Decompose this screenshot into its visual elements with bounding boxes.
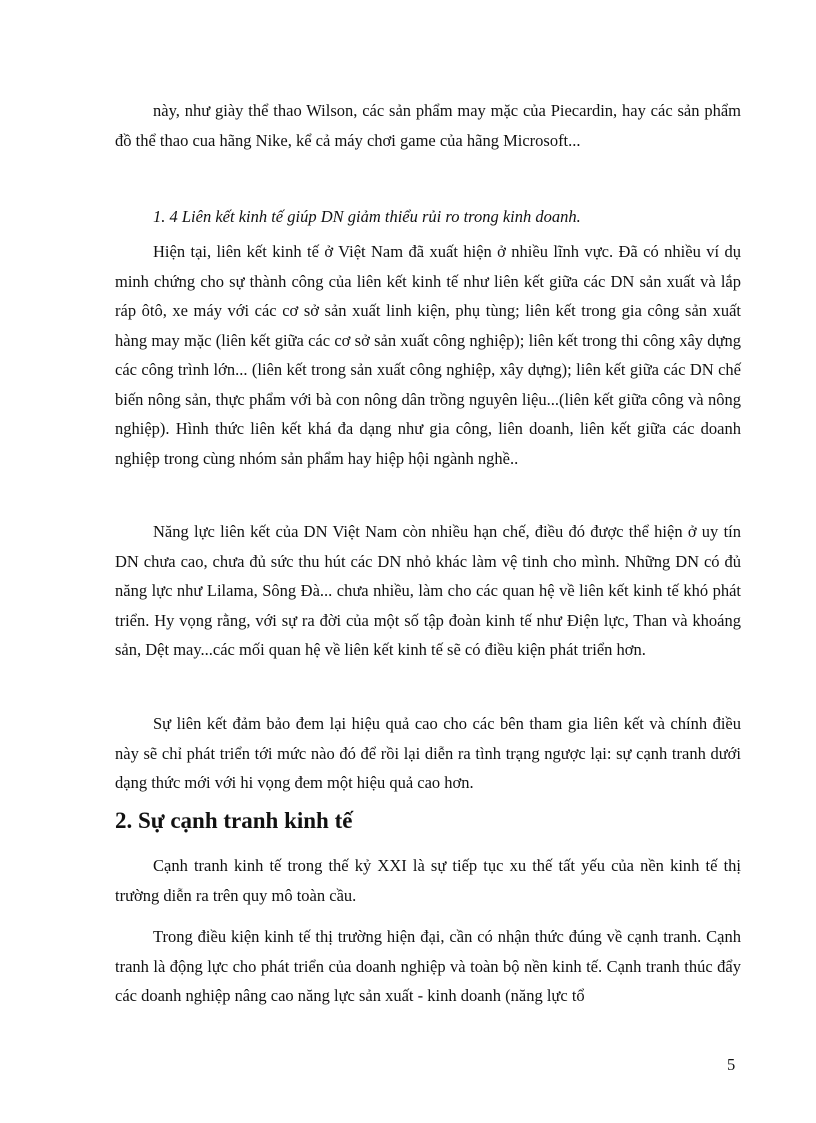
- section-subheading: 1. 4 Liên kết kinh tế giúp DN giảm thiểu rủi ro trong kinh doanh.: [153, 207, 581, 226]
- paragraph-6: Trong điều kiện kinh tế thị trường hiện đại, cần có nhận thức đúng về cạnh tranh. Cạnh tranh là động lực cho phát triển của doanh nghiệp và toàn bộ nền kinh tế. Cạnh tranh thúc đẩy các doanh nghiệp nâng cao năng lực sản xuất - kinh doanh (năng lực tổ: [115, 927, 741, 1005]
- paragraph-block-3: [115, 517, 741, 665]
- paragraph-block-5: [115, 851, 741, 910]
- paragraph-3: Năng lực liên kết của DN Việt Nam còn nhiều hạn chế, điều đó được thể hiện ở uy tín DN chưa cao, chưa đủ sức thu hút các DN nhỏ khác làm vệ tinh cho mình. Những DN có đủ năng lực như Lilama, Sông Đà... chưa nhiều, làm cho các quan hệ về liên kết kinh tế khó phát triển. Hy vọng rằng, với sự ra đời của một số tập đoàn kinh tế như Điện lực, Than và khoáng sản, Dệt may...các mối quan hệ về liên kết kinh tế sẽ có điều kiện phát triển hơn.: [115, 522, 741, 659]
- paragraph-block-4: [115, 709, 741, 798]
- paragraph-block-2: [115, 237, 741, 473]
- paragraph-5: Cạnh tranh kinh tế trong thế kỷ XXI là sự tiếp tục xu thế tất yếu của nền kinh tế thị trường diễn ra trên quy mô toàn cầu.: [115, 856, 741, 905]
- paragraph-4: Sự liên kết đảm bảo đem lại hiệu quả cao cho các bên tham gia liên kết và chính điều này sẽ chỉ phát triển tới mức nào đó để rồi lại diễn ra tình trạng ngược lại: sự cạnh tranh dưới dạng thức mới với hi vọng đem một hiệu quả cao hơn.: [115, 714, 741, 792]
- paragraph-continuation: [115, 96, 741, 155]
- paragraph-block-6: [115, 922, 741, 1011]
- section-heading: 2. Sự cạnh tranh kinh tế: [115, 808, 353, 833]
- paragraph-1: này, như giày thể thao Wilson, các sản phẩm may mặc của Piecardin, hay các sản phẩm đồ thể thao cua hãng Nike, kể cả máy chơi game của hãng Microsoft...: [115, 101, 741, 150]
- paragraph-2: Hiện tại, liên kết kinh tế ở Việt Nam đã xuất hiện ở nhiều lĩnh vực. Đã có nhiều ví dụ minh chứng cho sự thành công của liên kết kinh tế như liên kết giữa các DN sản xuất và lắp ráp ôtô, xe máy với các cơ sở sản xuất linh kiện, phụ tùng; liên kết trong gia công sản xuất hàng may mặc (liên kết giữa các cơ sở sản xuất công nghiệp); liên kết trong thi công xây dựng các công trình lớn... (liên kết trong sản xuất công nghiệp, xây dựng); liên kết giữa các DN chế biến nông sản, thực phẩm với bà con nông dân trồng nguyên liệu...(liên kết giữa công và nông nghiệp). Hình thức liên kết khá đa dạng như gia công, liên doanh, liên kết giữa các doanh nghiệp trong cùng nhóm sản phẩm hay hiệp hội ngành nghề..: [115, 242, 741, 468]
- page-number: 5: [727, 1055, 736, 1074]
